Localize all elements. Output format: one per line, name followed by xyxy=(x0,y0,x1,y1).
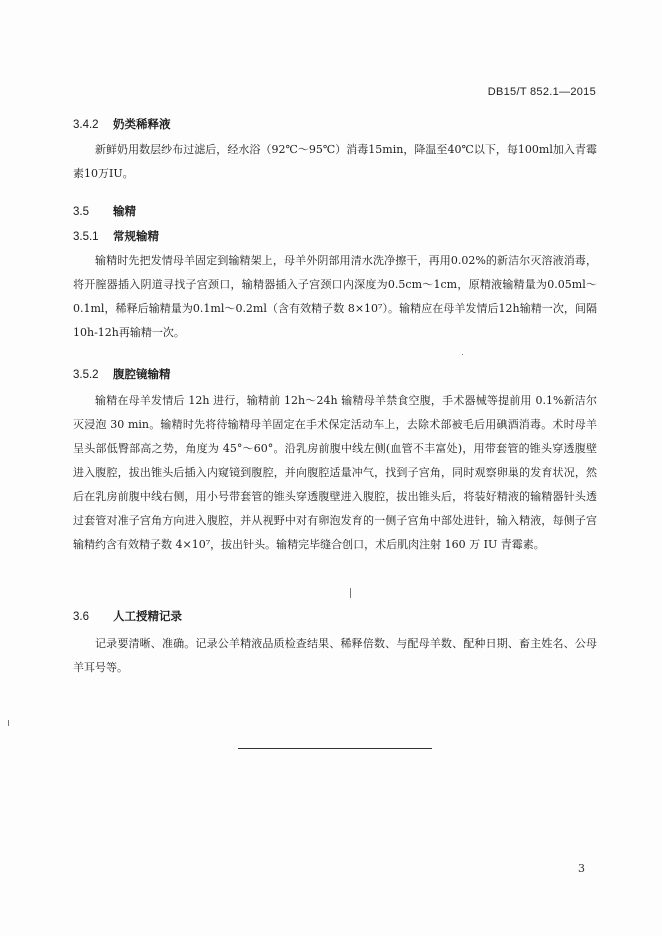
section-number: 3.5.2 xyxy=(73,369,99,381)
section-heading-3-4-2 xyxy=(73,116,171,132)
section-heading-3-5-1 xyxy=(73,228,159,244)
section-number: 3.5 xyxy=(73,206,89,218)
section-number: 3.4.2 xyxy=(73,119,99,131)
section-body-3-5-1 xyxy=(73,249,597,345)
end-rule xyxy=(238,748,432,749)
scan-speck xyxy=(350,588,351,598)
section-title: 常规输精 xyxy=(113,229,159,243)
document-code: DB15/T 852.1—2015 xyxy=(487,86,596,98)
section-heading-3-5 xyxy=(73,203,136,219)
paragraph: 输精在母羊发情后 12h 进行，输精前 12h～24h 输精母羊禁食空腹，手术器械等提前用 0.1%新洁尔灭浸泡 30 min。输精时先将待输精母羊固定在手术保定活动车上，去除术部被毛后用碘酒消毒。术时母羊呈头部低臀部高之势，角度为 45°～60°。沿乳房前腹中线左侧(血管不丰富处)，用带套管的锥头穿透腹壁进入腹腔，拔出锥头后插入内窥镜到腹腔，并向腹腔适量冲气，找到子宫角，同时观察卵巢的发育状况，然后在乳房前腹中线右侧，用小号带套管的锥头穿透腹壁进入腹腔，拔出锥头后，将装好精液的输精器针头透过套管对准子宫角方向进入腹腔，并从视野中对有卵泡发育的一侧子宫角中部处进针，输入精液，每侧子宫输精约含有效精子数 4×10⁷，拔出针头。输精完毕缝合创口，术后肌肉注射 160 万 IU 青霉素。 xyxy=(73,394,597,551)
section-number: 3.6 xyxy=(73,611,89,623)
section-heading-3-5-2 xyxy=(73,366,171,382)
section-number: 3.5.1 xyxy=(73,231,99,243)
section-body-3-5-2 xyxy=(73,389,597,557)
paragraph: 新鲜奶用数层纱布过滤后，经水浴（92℃～95℃）消毒15min，降温至40℃以下，每100ml加入青霉素10万IU。 xyxy=(73,143,597,180)
section-heading-3-6 xyxy=(73,608,182,624)
scan-speck xyxy=(462,354,463,355)
page-number: 3 xyxy=(578,862,585,875)
paragraph: 记录要清晰、准确。记录公羊精液品质检查结果、稀释倍数、与配母羊数、配种日期、畜主姓名、公母羊耳号等。 xyxy=(73,637,597,674)
section-title: 人工授精记录 xyxy=(113,609,182,623)
section-title: 输精 xyxy=(113,204,136,218)
section-title: 腹腔镜输精 xyxy=(113,367,171,381)
section-body-3-4-2 xyxy=(73,138,597,186)
section-body-3-6 xyxy=(73,632,597,680)
section-title: 奶类稀释液 xyxy=(113,117,171,131)
paragraph: 输精时先把发情母羊固定到输精架上，母羊外阴部用清水洗净擦干，再用0.02%的新洁尔灭溶液消毒，将开膣器插入阴道寻找子宫颈口，输精器插入子宫颈口内深度为0.5cm～1cm，原精液输精量为0.05ml～0.1ml，稀释后输精量为0.1ml～0.2ml（含有效精子数 8×10⁷）。输精应在母羊发情后12h输精一次，间隔10h-12h再输精一次。 xyxy=(73,254,597,339)
scan-speck xyxy=(8,720,9,726)
